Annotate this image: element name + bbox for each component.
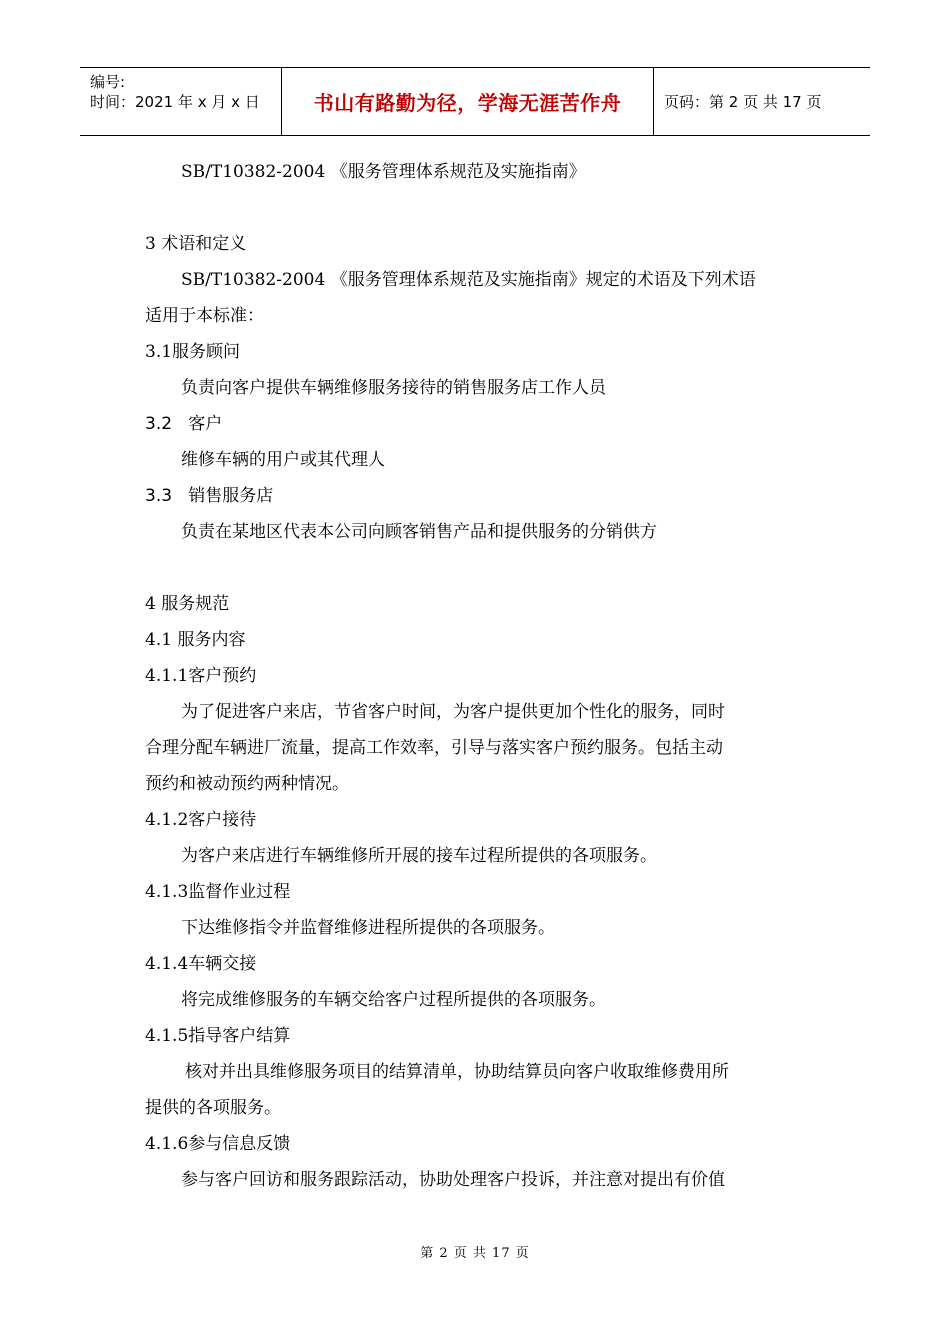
section-title: 指导客户结算 — [188, 1026, 291, 1046]
section-number: 4.1.1 — [145, 666, 189, 686]
section-3-3-text: 负责在某地区代表本公司向顾客销售产品和提供服务的分销供方 — [181, 522, 657, 542]
section-4-1-1-text-line-2: 合理分配车辆进厂流量，提高工作效率，引导与落实客户预约服务。包括主动 — [145, 738, 723, 758]
section-3-intro-line-2: 适用于本标准： — [145, 306, 264, 326]
page-header — [80, 67, 870, 136]
section-title: 服务顾问 — [172, 342, 241, 362]
section-3-1-heading — [145, 340, 240, 364]
section-title: 参与信息反馈 — [188, 1134, 291, 1154]
section-4-1-6-text: 参与客户回访和服务跟踪活动，协助处理客户投诉，并注意对提出有价值 — [181, 1170, 725, 1190]
section-3-1-text: 负责向客户提供车辆维修服务接待的销售服务店工作人员 — [181, 378, 606, 398]
section-4-1-1-text-line-1: 为了促进客户来店，节省客户时间，为客户提供更加个性化的服务，同时 — [181, 702, 725, 722]
section-3-intro-line-1: SB/T10382-2004 《服务管理体系规范及实施指南》规定的术语及下列术语 — [181, 270, 756, 290]
page-footer: 第 2 页 共 17 页 — [420, 1246, 530, 1261]
section-number: 4.1.4 — [145, 954, 189, 974]
section-3-3-heading — [145, 484, 273, 508]
section-title: 服务内容 — [177, 630, 246, 650]
section-4-1-1-heading — [145, 664, 256, 688]
section-title: 客户接待 — [188, 810, 257, 830]
section-4-1-6-heading — [145, 1132, 290, 1156]
section-title: 客户 — [188, 414, 223, 434]
section-number: 4.1 — [145, 630, 173, 650]
section-4-1-2-heading — [145, 808, 256, 832]
section-number: 3.1 — [145, 342, 173, 362]
section-number: 3.3 — [145, 486, 173, 506]
section-4-1-3-text: 下达维修指令并监督维修进程所提供的各项服务。 — [181, 918, 555, 938]
section-title: 服务规范 — [161, 594, 230, 614]
section-title: 监督作业过程 — [188, 882, 291, 902]
section-number: 3 — [145, 234, 156, 254]
section-title: 车辆交接 — [188, 954, 257, 974]
section-title: 销售服务店 — [188, 486, 274, 506]
section-3-2-heading — [145, 412, 222, 436]
section-4-1-5-text-line-1: 核对并出具维修服务项目的结算清单，协助结算员向客户收取维修费用所 — [185, 1062, 729, 1082]
section-number: 4 — [145, 594, 156, 614]
section-number: 3.2 — [145, 414, 173, 434]
section-number: 4.1.5 — [145, 1026, 189, 1046]
section-number: 4.1.2 — [145, 810, 189, 830]
section-number: 4.1.6 — [145, 1134, 189, 1154]
header-motto: 书山有路勤为径，学海无涯苦作舟 — [282, 68, 654, 135]
section-4-1-4-text: 将完成维修服务的车辆交给客户过程所提供的各项服务。 — [181, 990, 606, 1010]
section-3-2-text: 维修车辆的用户或其代理人 — [181, 450, 385, 470]
section-4-1-4-heading — [145, 952, 256, 976]
section-4-1-3-heading — [145, 880, 290, 904]
header-info-cell — [80, 68, 282, 135]
section-title: 术语和定义 — [161, 234, 247, 254]
document-date-label: 时间：2021 年 x 月 x 日 — [90, 93, 260, 111]
section-title: 客户预约 — [188, 666, 257, 686]
section-4-heading — [145, 592, 229, 616]
section-4-1-5-text-line-2: 提供的各项服务。 — [145, 1098, 281, 1118]
document-code-label: 编号: — [90, 73, 126, 91]
section-4-1-1-text-line-3: 预约和被动预约两种情况。 — [145, 774, 349, 794]
section-4-1-5-heading — [145, 1024, 290, 1048]
section-number: 4.1.3 — [145, 882, 189, 902]
reference-standard: SB/T10382-2004 《服务管理体系规范及实施指南》 — [181, 162, 586, 182]
section-3-heading — [145, 232, 246, 256]
section-4-1-heading — [145, 628, 245, 652]
section-4-1-2-text: 为客户来店进行车辆维修所开展的接车过程所提供的各项服务。 — [181, 846, 657, 866]
header-page-number: 页码：第 2 页 共 17 页 — [664, 93, 822, 111]
